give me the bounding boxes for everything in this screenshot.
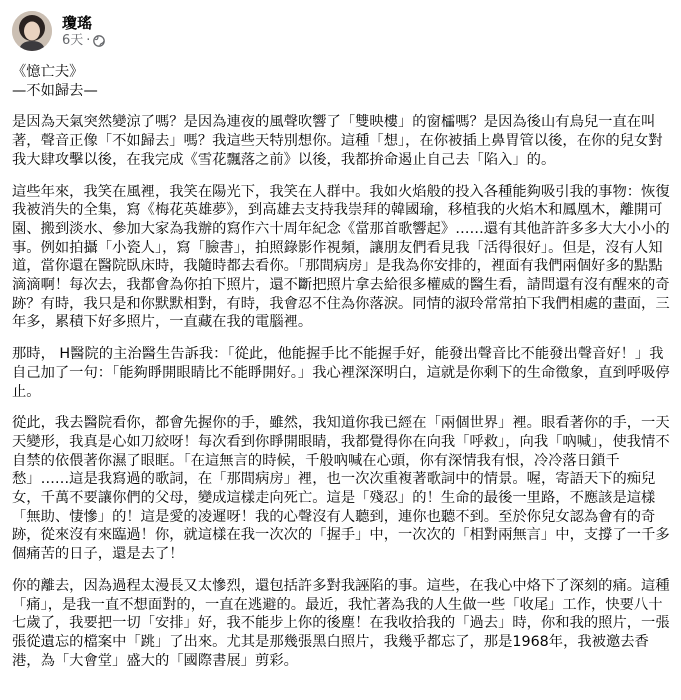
separator-dot: · bbox=[86, 33, 91, 48]
avatar[interactable] bbox=[12, 11, 52, 51]
post-paragraph-2: 這些年來，我笑在風裡，我笑在陽光下，我笑在人群中。我如火焰般的投入各種能夠吸引我的事物：恢復我被消失的全集，寫《梅花英雄夢》，到高雄去支持我崇拜的韓國瑜，移植我的火焰木和鳳凰木，離開可園、搬到淡水、參加大家為我辦的寫作六十周年紀念《當那首歌響起》……還有其他許許多多大大小小的事。例如拍攝「小瓷人」，寫「臉書」，拍照錄影作視頻，讓朋友們看見我「活得很好」。但是，沒有人知道，當你還在醫院臥床時，我隨時都去看你。「那間病房」是我為你安排的，裡面有我們兩個好多的點點滴滴啊！每次去，我都會為你拍下照片，還不斷把照片拿去給很多權威的醫生看，請問還有沒有醒來的奇跡？有時，我只是和你默默相對，有時，我會忍不住為你落淚。同情的淑玲常常拍下我們相處的畫面，三年多，累積下好多照片，一直藏在我的電腦裡。 bbox=[12, 183, 670, 331]
post-header bbox=[12, 11, 105, 51]
globe-icon bbox=[93, 35, 105, 47]
post-timestamp[interactable]: 6天 bbox=[62, 33, 84, 48]
author-name[interactable]: 瓊瑤 bbox=[62, 14, 93, 32]
post-paragraph-5: 你的離去，因為過程太漫長又太慘烈，還包括許多對我誣陷的事。這些，在我心中烙下了深刻的痛。這種「痛」，是我一直不想面對的，一直在逃避的。最近，我忙著為我的人生做一些「收尾」工作，快要八十七歲了，我要把一切「安排」好，我不能步上你的後塵！在我收拾我的「過去」時，你和我的照片，一張張從遺忘的檔案中「跳」了出來。尤其是那幾張黑白照片，我幾乎都忘了，那是1968年，我被邀去香港，為「大會堂」盛大的「國際書展」剪彩。 bbox=[12, 577, 670, 669]
post-subtitle: —不如歸去— bbox=[12, 82, 98, 99]
post-body bbox=[12, 63, 672, 683]
post-title: 《憶亡夫》 bbox=[12, 64, 84, 80]
post-paragraph-1: 是因為天氣突然變涼了嗎？是因為連夜的風聲吹響了「雙映樓」的窗櫺嗎？是因為後山有鳥兒一直在叫著，聲音正像「不如歸去」嗎？我這些天特別想你。這種「想」，在你被插上鼻胃管以後，在你的兒女對我大肆攻擊以後，在我完成《雪花飄落之前》以後，我都拚命遏止自己去「陷入」的。 bbox=[12, 114, 663, 168]
post-paragraph-3: 那時， H醫院的主治醫生告訴我：「從此，他能握手比不能握手好，能發出聲音比不能發出聲音好！」我自己加了一句：「能夠睜開眼睛比不能睜開好。」我心裡深深明白，這就是你剩下的生命徵象，直到呼吸停止。 bbox=[12, 346, 670, 400]
post-paragraph-4: 從此，我去醫院看你，都會先握你的手，雖然，我知道你我已經在「兩個世界」裡。眼看著你的手，一天天變形，我真是心如刀絞呀！每次看到你睜開眼睛，我都覺得你在向我「呼救」，向我「吶喊」，使我情不自禁的依偎著你濕了眼眶。「在這無言的時候，千般吶喊在心頭，你有深情我有恨，冷冷落日鎖千愁」……這是我寫過的歌詞，在「那間病房」裡，也一次次重複著歌詞中的情景。喔，寄語天下的痴兒女，千萬不要讓你們的父母，變成這樣走向死亡。這是「殘忍」的！生命的最後一里路，不應該是這樣「無助、悽慘」的！這是愛的凌遲呀！我的心聲沒有人聽到，連你也聽不到。至於你兒女認為會有的奇跡，從來沒有來臨過！你，就這樣在我一次次的「握手」中，一次次的「相對兩無言」中，支撐了一千多個痛苦的日子，還是去了！ bbox=[12, 415, 670, 563]
